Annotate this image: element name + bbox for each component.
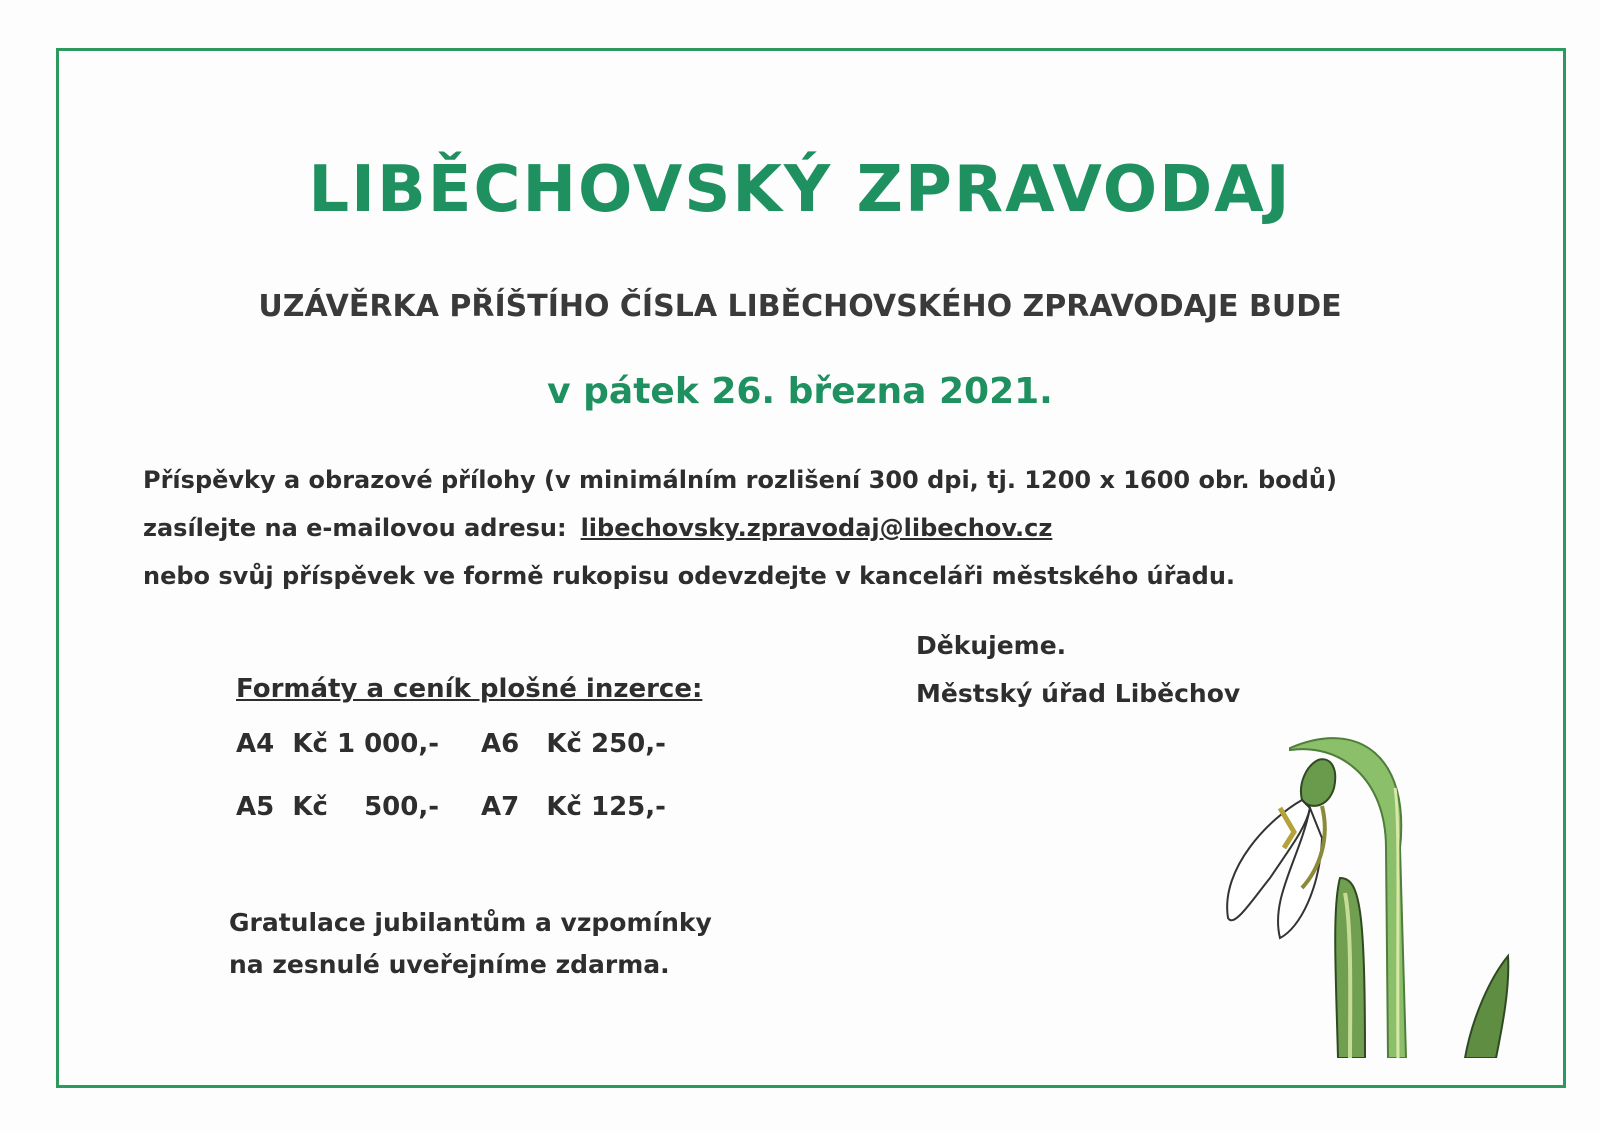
price-format: A7 — [481, 792, 520, 822]
instructions-line-2 — [143, 504, 1443, 552]
price-item-a6 — [481, 726, 666, 762]
leaf-right — [1465, 956, 1508, 1058]
pricing-heading: Formáty a ceník plošné inzerce: — [236, 674, 703, 704]
page-title: LIBĚCHOVSKÝ ZPRAVODAJ — [308, 153, 1292, 227]
email-link[interactable]: libechovsky.zpravodaj@libechov.cz — [580, 514, 1053, 542]
price-format: A5 — [236, 792, 275, 822]
footer-note — [229, 902, 712, 986]
office-name: Městský úřad Liběchov — [916, 679, 1241, 708]
footer-line-1: Gratulace jubilantům a vzpomínky — [229, 908, 712, 937]
deadline-date: v pátek 26. března 2021. — [547, 371, 1053, 412]
deadline-subtitle: UZÁVĚRKA PŘÍŠTÍHO ČÍSLA LIBĚCHOVSKÉHO ZPRAVODAJE BUDE — [258, 289, 1342, 324]
footer-line-2: na zesnulé uveřejníme zdarma. — [229, 950, 670, 979]
submission-instructions — [143, 456, 1443, 600]
price-format: A6 — [481, 729, 520, 759]
price-value: Kč 500,- — [292, 792, 440, 822]
price-item-a5 — [236, 789, 439, 825]
price-item-a4 — [236, 726, 439, 762]
instructions-line-3: nebo svůj příspěvek ve formě rukopisu odevzdejte v kanceláři městského úřadu. — [143, 562, 1236, 590]
thanks-text: Děkujeme. — [916, 631, 1067, 660]
price-format: A4 — [236, 729, 275, 759]
price-item-a7 — [481, 789, 666, 825]
price-value: Kč 125,- — [546, 792, 666, 822]
signature-block — [916, 622, 1240, 718]
price-value: Kč 250,- — [546, 729, 666, 759]
snowdrop-flower-icon — [1210, 728, 1550, 1058]
bud-shape — [1301, 759, 1335, 806]
instructions-line-1: Příspěvky a obrazové přílohy (v minimálním rozlišení 300 dpi, tj. 1200 x 1600 obr. bodů) — [143, 466, 1337, 494]
email-prefix: zasílejte na e-mailovou adresu: — [143, 514, 567, 542]
price-value: Kč 1 000,- — [292, 729, 440, 759]
